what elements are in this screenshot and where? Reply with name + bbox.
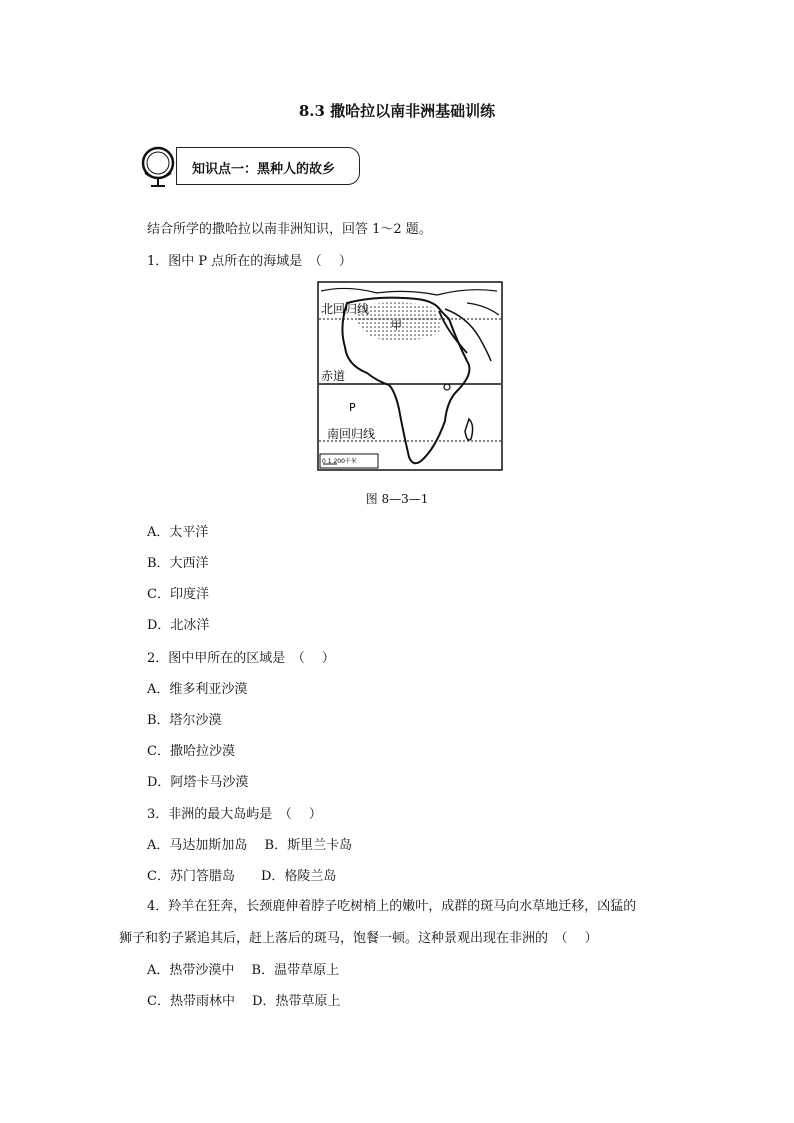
page-title: 8.3 撒哈拉以南非洲基础训练 — [298, 102, 496, 120]
figure-caption: 图 8—3—1 — [365, 492, 429, 506]
q1-option-b: B．大西洋 — [147, 556, 209, 571]
q2-option-c: C．撒哈拉沙漠 — [147, 744, 235, 759]
q1-option-d: D．北冰洋 — [147, 618, 210, 633]
knowledge-point-header — [136, 143, 366, 189]
label-equator: 赤道 — [321, 369, 346, 383]
q4-options-row2: C．热带雨林中 D．热带草原上 — [147, 994, 341, 1009]
q1-option-c: C．印度洋 — [147, 587, 209, 602]
label-tropic-north: 北回归线 — [321, 302, 370, 316]
q3-options-row1: A．马达加斯加岛 B．斯里兰卡岛 — [147, 838, 353, 853]
label-tropic-south: 南回归线 — [327, 427, 376, 441]
q4-stem-line2: 狮子和豹子紧追其后，赶上落后的斑马，饱餐一顿。这种景观出现在非洲的 （ ） — [119, 931, 598, 946]
q2-stem: 2．图中甲所在的区域是 （ ） — [147, 651, 335, 666]
q3-stem: 3．非洲的最大岛屿是 （ ） — [147, 807, 322, 822]
label-scale: 0 1 200千米 — [322, 458, 357, 465]
q4-stem-line1: 4．羚羊在狂奔，长颈鹿伸着脖子吃树梢上的嫩叶，成群的斑马向水草地迁移，凶猛的 — [147, 899, 637, 914]
q2-option-d: D．阿塔卡马沙漠 — [147, 775, 249, 790]
africa-map — [317, 281, 503, 471]
q2-option-b: B．塔尔沙漠 — [147, 713, 222, 728]
intro-text: 结合所学的撒哈拉以南非洲知识，回答 1～2 题。 — [147, 222, 432, 237]
q3-options-row2: C．苏门答腊岛 D．格陵兰岛 — [147, 869, 337, 884]
knowledge-point-label: 知识点一：黑种人的故乡 — [192, 162, 336, 177]
q1-stem: 1．图中 P 点所在的海域是 （ ） — [147, 254, 352, 269]
globe-icon — [136, 143, 180, 189]
label-region-jia: 甲 — [391, 319, 402, 332]
q4-options-row1: A．热带沙漠中 B．温带草原上 — [147, 963, 340, 978]
q2-option-a: A．维多利亚沙漠 — [147, 682, 248, 697]
label-point-p: P — [349, 401, 356, 414]
q1-option-a: A．太平洋 — [147, 525, 209, 540]
